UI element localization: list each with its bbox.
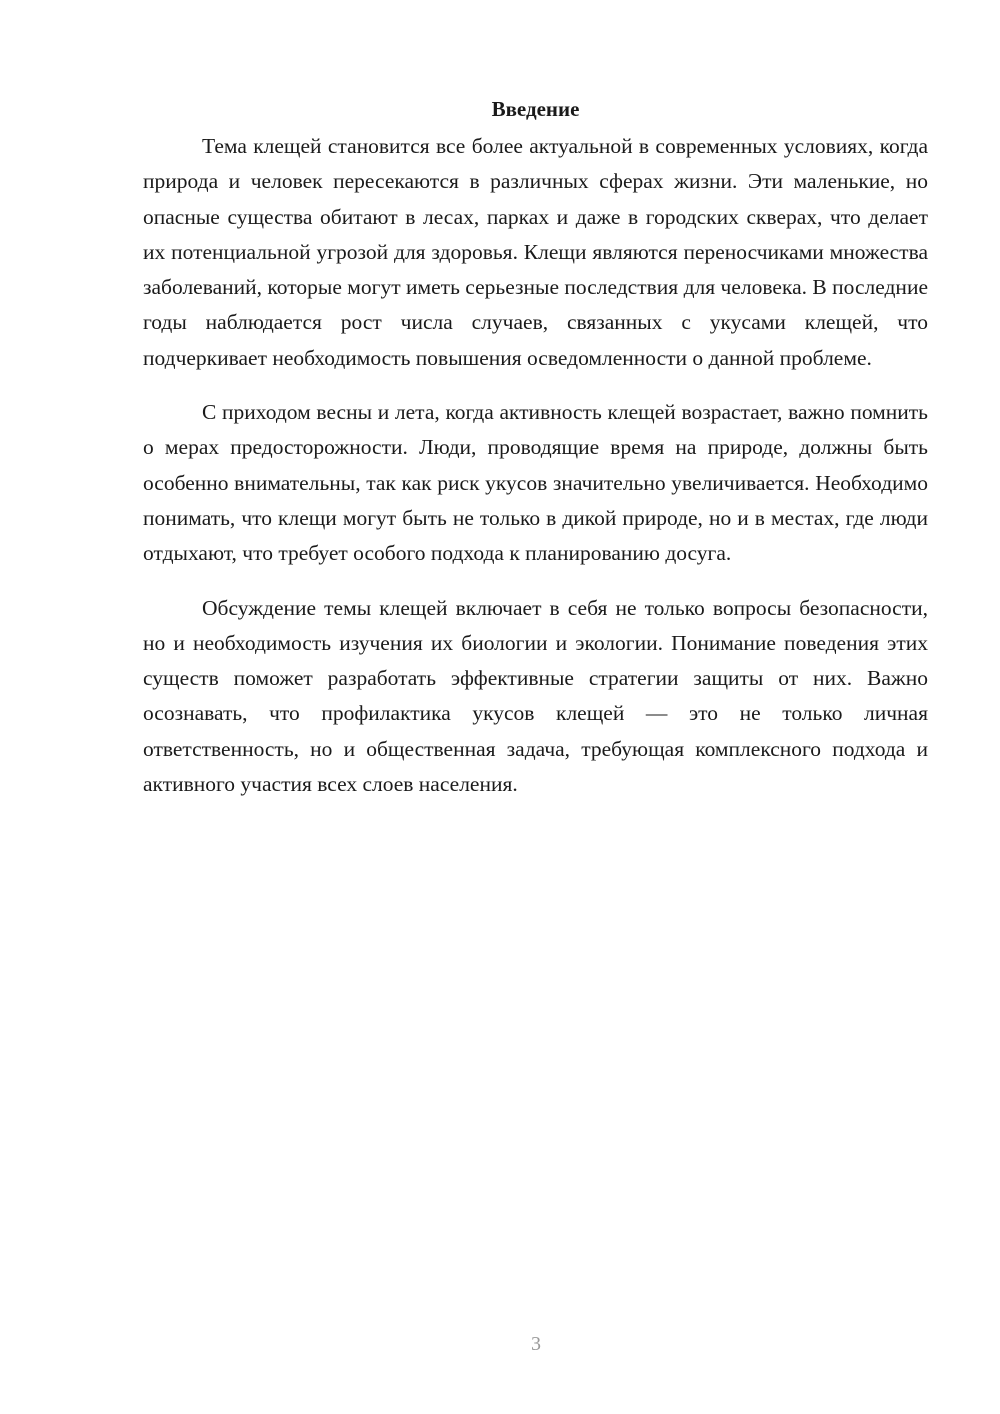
paragraph-1: Тема клещей становится все более актуальной в современных условиях, когда природа и человек пересекаются в различных сферах жизни. Эти маленькие, но опасные существа обитают в лесах, парках и даже в городских скверах, что делает их потенциальной угрозой для здоровья. Клещи являются переносчиками множества заболеваний, которые могут иметь серьезные последствия для человека. В последние годы наблюдается рост числа случаев, связанных с укусами клещей, что подчеркивает необходимость повышения осведомленности о данной проблеме. [143, 134, 928, 370]
paragraph-3: Обсуждение темы клещей включает в себя не только вопросы безопасности, но и необходимость изучения их биологии и экологии. Понимание поведения этих существ поможет разработать эффективные стратегии защиты от них. Важно осознавать, что профилактика укусов клещей — это не только личная ответственность, но и общественная задача, требующая комплексного подхода и активного участия всех слоев населения. [143, 595, 928, 797]
paragraph-2: С приходом весны и лета, когда активность клещей возрастает, важно помнить о мерах предосторожности. Люди, проводящие время на природе, должны быть особенно внимательны, так как риск укусов значительно увеличивается. Необходимо понимать, что клещи могут быть не только в дикой природе, но и в местах, где люди отдыхают, что требует особого подхода к планированию досуга. [143, 400, 928, 566]
document-page [143, 92, 928, 821]
page-number: 3 [531, 1333, 541, 1355]
section-heading: Введение [491, 97, 580, 121]
